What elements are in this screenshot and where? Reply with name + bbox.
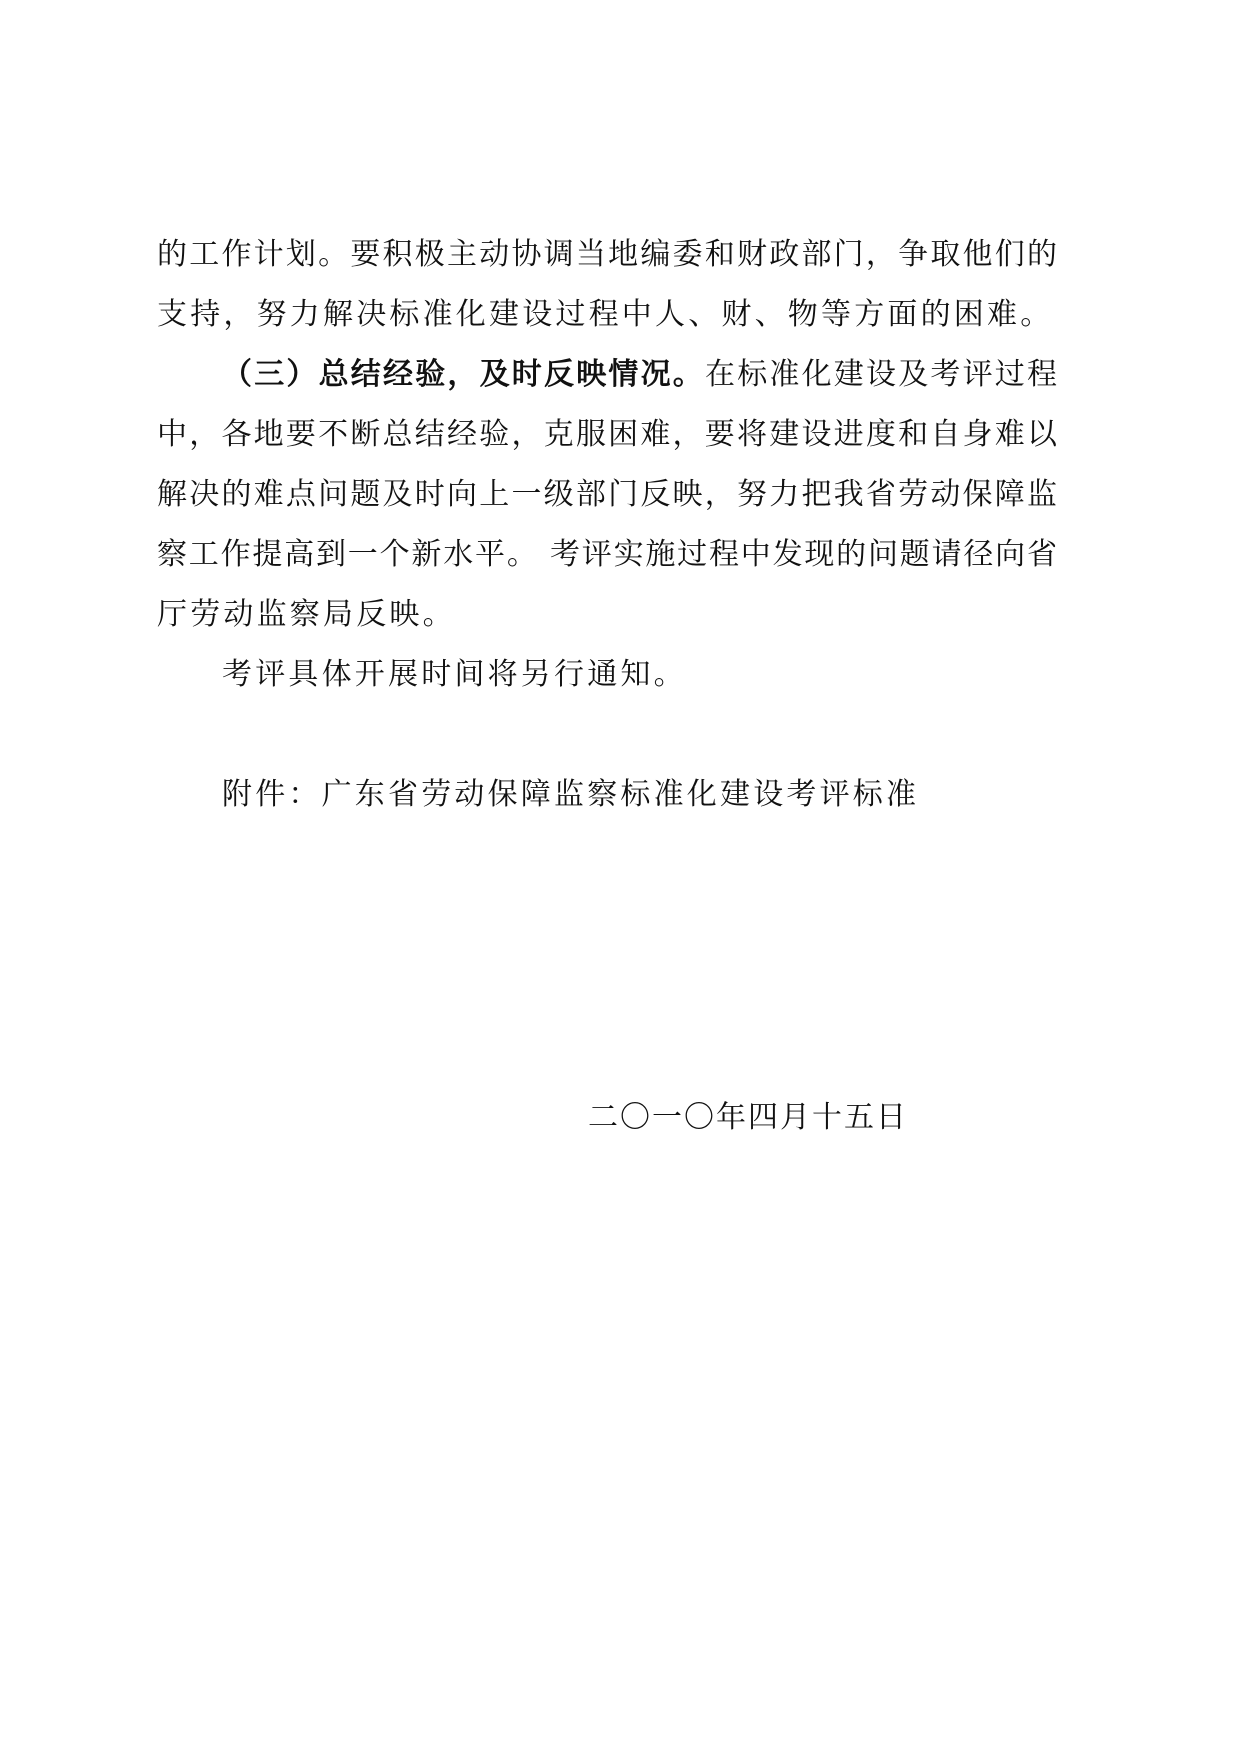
body-text-line: 支持，努力解决标准化建设过程中人、财、物等方面的困难。 bbox=[157, 297, 1054, 332]
notice-text: 考评具体开展时间将另行通知。 bbox=[222, 657, 687, 692]
section-three-first-line bbox=[222, 357, 1057, 393]
body-text-line: 解决的难点问题及时向上一级部门反映，努力把我省劳动保障监 bbox=[157, 477, 1057, 512]
attachment-text: 附件：广东省劳动保障监察标准化建设考评标准 bbox=[222, 777, 920, 812]
section-three-heading: （三）总结经验，及时反映情况。 bbox=[222, 357, 705, 392]
body-text-segment: 在标准化建设及考评过程 bbox=[705, 357, 1057, 392]
body-text-line: 中，各地要不断总结经验，克服困难，要将建设进度和自身难以 bbox=[157, 417, 1057, 452]
document-date: 二〇一〇年四月十五日 bbox=[588, 1100, 908, 1135]
body-text-line: 察工作提高到一个新水平。 考评实施过程中发现的问题请径向省 bbox=[157, 537, 1057, 572]
body-text-line: 厅劳动监察局反映。 bbox=[157, 597, 456, 632]
body-text-line: 的工作计划。要积极主动协调当地编委和财政部门，争取他们的 bbox=[157, 237, 1057, 272]
